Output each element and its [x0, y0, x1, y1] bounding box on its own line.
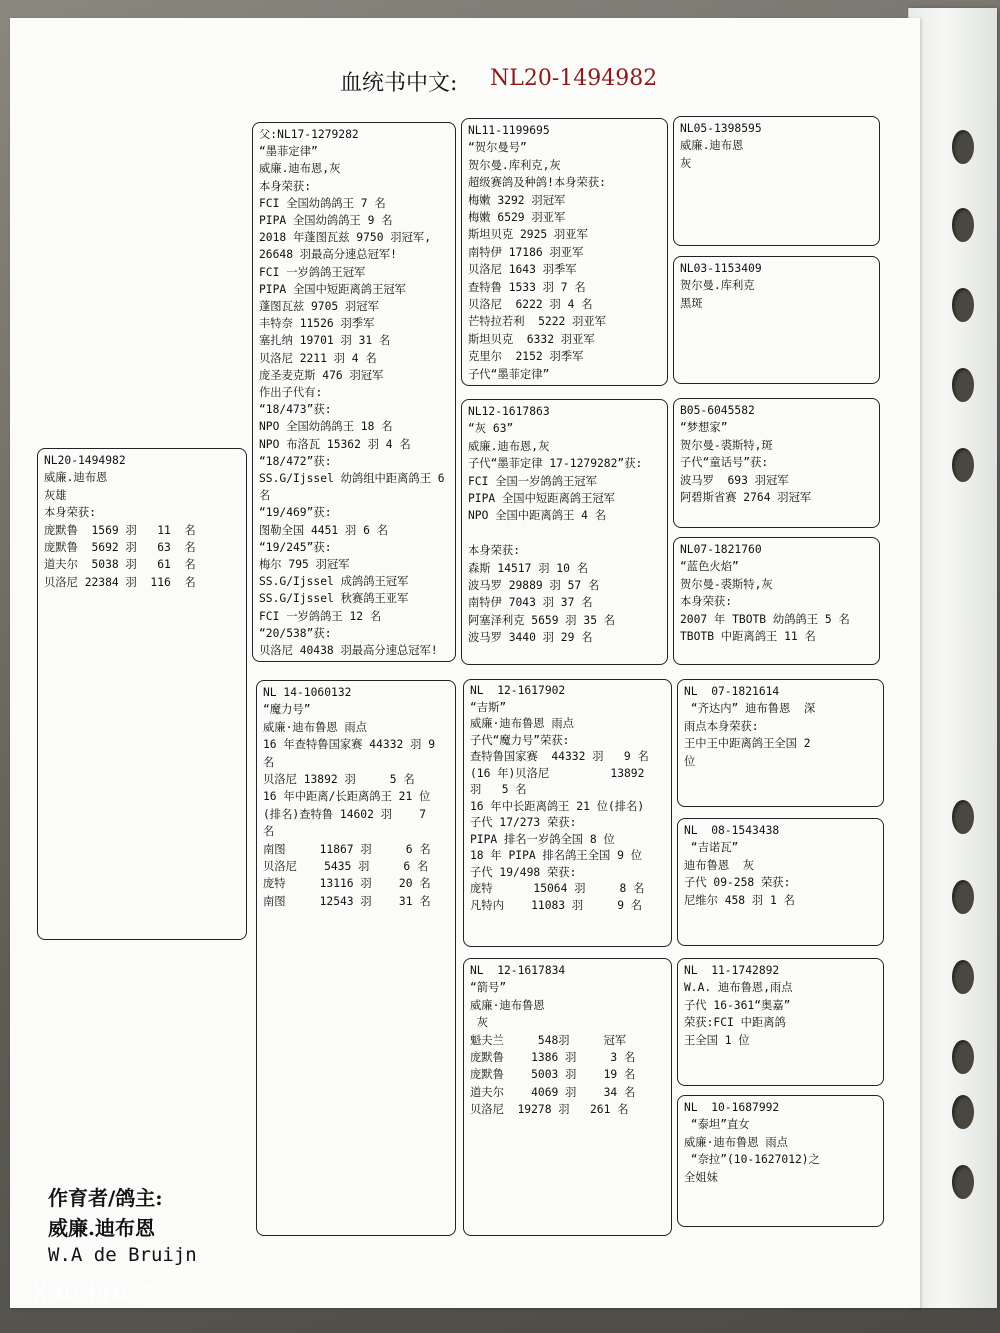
- pedigree-line: NL11-1199695: [468, 124, 550, 137]
- pedigree-line: 阿碧斯省赛 2764 羽冠军: [680, 491, 812, 505]
- pedigree-line: NL 14-1060132: [263, 686, 352, 699]
- pedigree-line: 道夫尔 5038 羽 61 名: [44, 558, 196, 572]
- pedigree-line: NL 11-1742892: [684, 964, 780, 977]
- pedigree-line: TBOTB 中距离鸽王 11 名: [680, 630, 816, 644]
- pedigree-line: “泰坦”直女: [684, 1118, 750, 1132]
- pedigree-line: PIPA 全国幼鸽鸽王 9 名: [259, 214, 393, 228]
- grandsire-sire-box: [461, 118, 668, 386]
- punch-hole: [952, 288, 974, 322]
- pedigree-line: 王全国 1 位: [684, 1033, 750, 1047]
- pedigree-line: 庞默鲁 1569 羽 11 名: [44, 523, 196, 537]
- punch-hole: [952, 960, 974, 994]
- pedigree-line: PIPA 全国中短距离鸽王冠军: [259, 282, 406, 296]
- pedigree-line: 南特伊 17186 羽亚军: [468, 245, 584, 259]
- pedigree-line: 斯坦贝克 2925 羽亚军: [468, 228, 588, 242]
- pedigree-line: 羽 5 名: [470, 783, 527, 796]
- pedigree-line: 本身荣获:: [680, 595, 732, 609]
- pedigree-line: 南特伊 7043 羽 37 名: [468, 596, 593, 610]
- pedigree-line: 全姐妹: [684, 1170, 718, 1184]
- pedigree-line: NL07-1821760: [680, 543, 762, 556]
- pedigree-line: 威廉·迪布鲁恩 雨点: [470, 717, 574, 730]
- pedigree-line: “贺尔曼号”: [468, 141, 527, 155]
- pedigree-line: 波马罗 29889 羽 57 名: [468, 579, 600, 593]
- pedigree-line: 子代 09-258 荣获:: [684, 876, 791, 890]
- great-grandparent-5-box: [677, 679, 884, 807]
- sire-box: [252, 122, 456, 662]
- pedigree-line: NL 10-1687992: [684, 1101, 780, 1114]
- pedigree-line: 本身荣获:: [44, 506, 96, 520]
- pedigree-line: 荣获:FCI 中距离鸽: [684, 1016, 786, 1030]
- pedigree-line: FCI 一岁鸽鸽王冠军: [259, 265, 366, 279]
- camera-model: X30 Pro: [32, 1280, 128, 1306]
- pedigree-line: 威廉.迪布恩: [44, 471, 108, 485]
- pedigree-line: 威廉.迪布恩: [680, 139, 744, 153]
- great-grandparent-6-box: [677, 818, 884, 946]
- pedigree-line: 威廉.迪布恩,灰: [468, 439, 550, 453]
- page-title: 血统书中文:: [340, 71, 458, 96]
- pedigree-line: PIPA 排名一岁鸽全国 8 位: [470, 832, 615, 846]
- pedigree-line: “灰 63”: [468, 422, 514, 436]
- pedigree-line: “18/472”获:: [259, 454, 332, 468]
- pedigree-line: 波马罗 693 羽冠军: [680, 473, 789, 487]
- punch-hole: [952, 800, 974, 834]
- pedigree-line: 尼维尔 458 羽 1 名: [684, 893, 795, 907]
- pedigree-line: 贝洛尼 6222 羽 4 名: [468, 298, 593, 312]
- pedigree-line: 贝洛尼 2211 羽 4 名: [259, 351, 377, 365]
- pedigree-line: 迪布鲁恩 灰: [684, 858, 755, 872]
- breeder-name-en: W.A de Bruijn: [48, 1244, 197, 1266]
- great-grandparent-3-box: [673, 398, 880, 528]
- pedigree-line: NL03-1153409: [680, 262, 762, 275]
- pedigree-line: 庞默鲁 5003 羽 19 名: [470, 1068, 636, 1082]
- pedigree-line: 16 年中长距离鸽王 21 位(排名): [470, 799, 645, 813]
- breeder-name-cn: 威廉.迪布恩: [48, 1216, 155, 1240]
- pedigree-line: 南图 12543 羽 31 名: [263, 894, 431, 908]
- pedigree-line: 18 年 PIPA 排名鸽王全国 9 位: [470, 849, 642, 862]
- great-grandparent-4-box: [673, 537, 880, 665]
- pedigree-line: 森斯 14517 羽 10 名: [468, 561, 589, 575]
- punch-hole: [952, 448, 974, 482]
- pedigree-line: “吉斯”: [470, 700, 507, 714]
- pedigree-line: 图勒全国 4451 羽 6 名: [259, 523, 388, 537]
- pedigree-line: 梅尔 795 羽冠军: [259, 558, 350, 572]
- pedigree-line: 道夫尔 4069 羽 34 名: [470, 1085, 636, 1099]
- pedigree-line: 贝洛尼 40438 羽最高分速总冠军!: [259, 644, 438, 658]
- punch-hole: [952, 1040, 974, 1074]
- pedigree-line: NL20-1494982: [44, 454, 126, 467]
- pedigree-line: NL 08-1543438: [684, 824, 780, 837]
- pedigree-line: 塞扎纳 19701 羽 31 名: [259, 334, 391, 348]
- pedigree-line: 南图 11867 羽 6 名: [263, 842, 431, 856]
- breeder-label: 作育者/鸽主:: [48, 1186, 163, 1210]
- pedigree-line: 贝洛尼 22384 羽 116 名: [44, 575, 196, 589]
- pedigree-line: 雨点本身荣获:: [684, 719, 759, 733]
- pedigree-line: 凡特内 11083 羽 9 名: [470, 898, 643, 912]
- granddam-dam-box: [463, 958, 672, 1236]
- pedigree-line: (16 年)贝洛尼 13892: [470, 766, 645, 780]
- pedigree-line: PIPA 全国中短距离鸽王冠军: [468, 492, 615, 506]
- pedigree-line: SS.G/Ijssel 幼鸽组中距离鸽王 6: [259, 472, 445, 486]
- pedigree-line: 16 年中距离/长距离鸽王 21 位: [263, 790, 431, 804]
- pedigree-line: 王中王中距离鸽王全国 2: [684, 737, 811, 751]
- pedigree-line: 子代“童话号”获:: [680, 456, 769, 470]
- punch-hole: [952, 1165, 974, 1199]
- pedigree-line: 查特鲁国家赛 44332 羽 9 名: [470, 750, 649, 763]
- pedigree-line: NPO 全国幼鸽鸽王 18 名: [259, 420, 393, 434]
- pedigree-line: W.A. 迪布鲁恩,雨点: [684, 981, 793, 995]
- pedigree-line: “奈拉”(10-1627012)之: [684, 1153, 820, 1167]
- pigeon-box: [37, 448, 247, 940]
- pedigree-line: 庞特 13116 羽 20 名: [263, 877, 431, 891]
- pedigree-line: 庞默鲁 5692 羽 63 名: [44, 541, 196, 555]
- pedigree-line: “齐达内” 迪布鲁恩 深: [684, 702, 816, 716]
- pedigree-line: 贝洛尼 1643 羽季军: [468, 263, 577, 277]
- pedigree-line: 26648 羽最高分速总冠军!: [259, 248, 397, 262]
- pedigree-line: B05-6045582: [680, 404, 755, 417]
- pedigree-line: 查特鲁 1533 羽 7 名: [468, 280, 586, 294]
- pedigree-line: 贝洛尼 13892 羽 5 名: [263, 773, 415, 787]
- great-grandparent-1-box: [673, 116, 880, 246]
- pedigree-line: “20/538”获:: [259, 626, 332, 640]
- pedigree-line: 灰: [470, 1016, 489, 1030]
- great-grandparent-7-box: [677, 958, 884, 1086]
- pedigree-line: 威廉·迪布鲁恩: [470, 998, 545, 1012]
- punch-hole: [952, 130, 974, 164]
- pedigree-line: 子代“墨菲定律 17-1279282”获:: [468, 457, 643, 471]
- pedigree-line: FCI 一岁鸽鸽王 12 名: [259, 609, 382, 623]
- pedigree-line: SS.G/Ijssel 成鸽鸽王冠军: [259, 575, 409, 589]
- punch-hole: [952, 880, 974, 914]
- pedigree-line: 梅嫩 6529 羽亚军: [468, 211, 566, 225]
- pedigree-line: 2007 年 TBOTB 幼鸽鸽王 5 名: [680, 612, 850, 626]
- pedigree-line: 子代 19/498 荣获:: [470, 865, 577, 879]
- pedigree-line: 威廉.迪布恩,灰: [259, 162, 341, 176]
- pedigree-line: 超级赛鸽及种鸽!本身荣获:: [468, 176, 606, 190]
- pedigree-line: 贝洛尼 5435 羽 6 名: [263, 860, 429, 874]
- camera-watermark: [32, 1280, 158, 1306]
- pedigree-line: 父:NL17-1279282: [259, 128, 359, 141]
- pedigree-line: 贺尔曼-裘斯特,灰: [680, 577, 773, 591]
- pedigree-line: 贺尔曼.库利克,灰: [468, 158, 561, 172]
- granddam-sire-box: [461, 399, 668, 665]
- pedigree-line: NL 12-1617902: [470, 684, 566, 697]
- pedigree-line: 梅嫩 3292 羽冠军: [468, 193, 566, 207]
- pedigree-line: [468, 525, 661, 542]
- pedigree-line: 本身荣获:: [259, 179, 311, 193]
- pedigree-line: NPO 布洛瓦 15362 羽 4 名: [259, 437, 411, 451]
- pedigree-line: “18/473”获:: [259, 403, 332, 417]
- pedigree-line: 16 年查特鲁国家赛 44332 羽 9: [263, 738, 435, 752]
- pedigree-line: 灰雄: [44, 488, 67, 502]
- pedigree-line: 克里尔 2152 羽季军: [468, 350, 584, 364]
- pedigree-line: “蓝色火焰”: [680, 560, 739, 574]
- pedigree-line: 斯坦贝克 6332 羽亚军: [468, 332, 595, 346]
- dam-box: [256, 680, 456, 1236]
- pedigree-line: 位: [684, 754, 696, 768]
- pedigree-line: 黑斑: [680, 296, 703, 310]
- pedigree-line: 作出子代有:: [259, 386, 323, 400]
- grandsire-dam-box: [463, 679, 672, 947]
- pedigree-line: NL 12-1617834: [470, 964, 566, 977]
- pedigree-line: 庞圣麦克斯 476 羽冠军: [259, 368, 384, 382]
- pedigree-line: “魔力号”: [263, 703, 311, 717]
- pedigree-line: 威廉·迪布鲁恩 雨点: [684, 1135, 788, 1149]
- pedigree-line: 魁夫兰 548羽 冠军: [470, 1033, 627, 1047]
- pedigree-line: 贺尔曼-裘斯特,斑: [680, 438, 773, 452]
- punch-hole: [952, 208, 974, 242]
- pedigree-line: 子代“墨菲定律”: [468, 367, 550, 381]
- pedigree-line: “19/245”获:: [259, 540, 332, 554]
- pedigree-line: 波马罗 3440 羽 29 名: [468, 631, 593, 645]
- pedigree-line: SS.G/Ijssel 秋赛鸽王亚军: [259, 592, 409, 606]
- great-grandparent-8-box: [677, 1095, 884, 1227]
- network-badge: 5G: [134, 1287, 158, 1300]
- pedigree-line: 2018 年蓬图瓦兹 9750 羽冠军,: [259, 231, 431, 245]
- pedigree-line: “吉诺瓦”: [684, 841, 739, 855]
- pedigree-line: FCI 全国幼鸽鸽王 7 名: [259, 196, 386, 210]
- pedigree-line: 丰特奈 11526 羽季军: [259, 317, 375, 331]
- pedigree-line: 贝洛尼 19278 羽 261 名: [470, 1103, 629, 1117]
- pedigree-line: “箭号”: [470, 981, 507, 995]
- page-title-ring-number: NL20-1494982: [490, 66, 658, 91]
- pedigree-line: NPO 全国中距离鸽王 4 名: [468, 509, 606, 523]
- pedigree-line: 名: [259, 489, 271, 503]
- pedigree-line: 芒特拉若利 5222 羽亚军: [468, 315, 606, 329]
- pedigree-line: (排名)查特鲁 14602 羽 7: [263, 807, 427, 821]
- pedigree-line: 阿塞泽利克 5659 羽 35 名: [468, 613, 616, 627]
- pedigree-line: 威廉·迪布鲁恩 雨点: [263, 720, 367, 734]
- pedigree-line: “梦想家”: [680, 421, 728, 435]
- pedigree-line: 庞默鲁 1386 羽 3 名: [470, 1051, 636, 1065]
- punch-hole: [952, 1095, 974, 1129]
- pedigree-line: 子代 16-361“奥嘉”: [684, 998, 791, 1012]
- pedigree-line: 本身荣获:: [468, 544, 520, 558]
- pedigree-line: “19/469”获:: [259, 506, 332, 520]
- pedigree-line: 灰: [680, 156, 692, 170]
- punch-hole: [952, 368, 974, 402]
- pedigree-line: 蓬图瓦兹 9705 羽冠军: [259, 300, 379, 314]
- pedigree-line: 贺尔曼.库利克: [680, 279, 755, 293]
- great-grandparent-2-box: [673, 256, 880, 384]
- pedigree-line: NL 07-1821614: [684, 685, 780, 698]
- pedigree-line: NL05-1398595: [680, 122, 762, 135]
- pedigree-line: NL12-1617863: [468, 405, 550, 418]
- pedigree-line: 名: [263, 825, 275, 839]
- pedigree-line: 子代 17/273 荣获:: [470, 816, 577, 829]
- pedigree-line: “墨菲定律”: [259, 145, 318, 159]
- pedigree-line: 名: [263, 755, 275, 769]
- pedigree-line: 子代“魔力号”荣获:: [470, 733, 570, 747]
- pedigree-line: 庞特 15064 羽 8 名: [470, 882, 645, 895]
- pedigree-line: FCI 全国一岁鸽鸽王冠军: [468, 474, 597, 488]
